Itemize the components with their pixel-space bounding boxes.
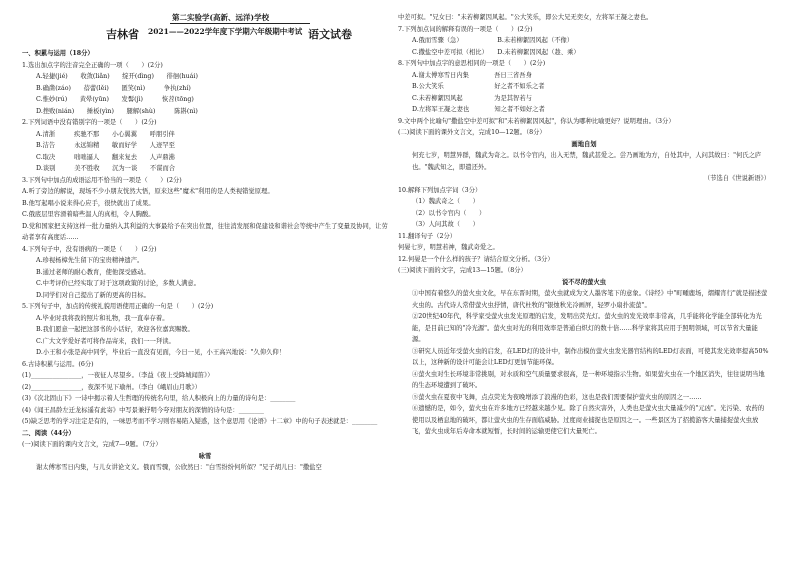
question-line: (1)________________，一夜征人尽望乡。（李益《夜上受降城闻笛》） — [22, 372, 214, 379]
question-line: B.我们愿意一起把这部书的小话好，欢迎各位嘉宾赐教。 — [36, 326, 194, 333]
question-line: ②20世纪40年代，科学家受萤火虫发光原理的启发，发明出荧光灯。萤火虫的发光效率非常高，几乎能将化学能全部转化为光能，是目前已知的"冷光源"。萤火虫对光的利用效率是普通白炽灯的数十倍……科学家将其应用于照明领域，可以节省大量能源。 — [412, 313, 762, 343]
question-line: D.左将军王凝之妻也 知之者不如好之者 — [412, 106, 545, 113]
header-underline — [170, 23, 310, 24]
question-line: （2）以书令官内（ ） — [412, 209, 486, 217]
question-line: ⑥遗憾的是，如今，萤火虫在许多地方已经越来越少见。除了自然灾害外，人类也是萤火虫大量减少的"元凶"。光污染、农药的使用以及栖息地的破坏，都让萤火虫的生存面临威胁。过度商业捕捉也是原因之一。一些景区为了招揽游客大量捕捉萤火虫放飞，萤火虫成年后寿命本就短暂，长时间的运输更使它们大量死亡。 — [412, 405, 765, 435]
question-line: D.挫败(nián) 捶板(yìn) 腿解(shù) 陈斟(nì) — [36, 107, 198, 115]
section-heading: 二、阅读（44分） — [22, 429, 75, 437]
school-name: 第二实验学(高新、远洋)学校 — [172, 13, 270, 22]
left-column — [22, 12, 388, 474]
question-line: 11.翻译句子（2分） — [398, 232, 457, 240]
question-line: ①中国有着悠久的萤火虫文化，早在东晋时期，萤火虫就成为文人墨客笔下的意象。《诗经》中"町畽鹿场，熠耀宵行"就是描述萤火虫的。古代诗人常借萤火虫抒情，唐代杜牧的"银烛秋光冷画屏，轻罗小扇扑流萤"。 — [412, 290, 768, 309]
passage-title: 说不尽的萤火虫 — [561, 278, 607, 286]
question-line: 8.下列句中加点字的意思相同的一项是（ ）(2分) — [398, 60, 546, 67]
question-line: 3.下列句中加点的成语运用不恰当的一项是（ ）(2分) — [22, 176, 182, 184]
question-line: B.通过老师的耐心教育，使他深受感动。 — [36, 268, 150, 276]
question-line: 6.古诗积累与运用。(6分) — [22, 360, 94, 368]
question-line: C.广大文学爱好者可将作品寄来，我们一一拜读。 — [36, 337, 175, 345]
question-line: 1.选出加点字的注音完全正确的一项（ ）(2分) — [22, 61, 163, 69]
term-title: 2021——2022学年度下学期六年级期中考试 — [148, 27, 303, 36]
question-line: B.他写起唱小说来得心应手，很快就出了成果。 — [22, 199, 155, 207]
question-line: (4)《闻王昌龄左迁龙标遥有此寄》中写景兼抒明今夸对朋友的深情的诗句是：________ — [22, 406, 264, 414]
question-line: （1）魏武奇之（ ） — [412, 198, 479, 205]
question-line: C.惟妙(rú) 黄晕(yūn) 发髻(jì) 恢苕(tōng) — [36, 96, 194, 103]
question-line: D.小王和小张是高中同学，毕业后一直没有见面，今日一见，小王高兴地说："久仰久仰！ — [36, 349, 286, 356]
question-line: 9.文中两个比喻句"撒盐空中差可拟"和"未若柳絮因风起"，你认为哪种比喻更好？说明理由。（3分） — [398, 117, 675, 125]
question-line: A.俄而雪骤（急） B.未若柳絮因风起（不像） — [412, 37, 574, 44]
question-line: (一)阅读下面的课内文言文，完成7—9题。（7分） — [22, 441, 162, 448]
question-line: 中差可拟。"兄女曰："未若柳絮因风起。"公大笑乐，即公大兄无奕女，左将军王凝之妻也。 — [398, 14, 653, 21]
question-line: A.听了旁边的解说，现场不少小朋友恍然大悟，原来这些"魔术"利用的是人类视错觉原理。 — [22, 188, 274, 195]
question-line: B.洁告 永远锦精 敏而好学 人迹罕至 — [36, 142, 175, 149]
question-line: （节选自《世说新语》） — [703, 175, 770, 182]
question-line: A.清浙 疾驰不那 小心翼翼 呼朋引伴 — [36, 130, 175, 138]
question-line: (二)阅读下面的课外文言文，完成10—12题。（8分） — [398, 129, 546, 136]
question-line: ④萤火虫对生长环境非常挑剔，对水质和空气质量要求很高，是一种环境指示生物。如果萤火虫在一个地区消失，往往说明当地的生态环境遭到了破坏。 — [412, 370, 765, 389]
question-line: 7.下列加点词的解释有误的一项是（ ）(2分) — [398, 25, 533, 33]
question-line: C.俄底层里容滑着暗些温人的真相，令人胸酸。 — [22, 211, 155, 218]
question-line: C.中考评价已经实取了对于这项政策的讨论，多数人满意。 — [36, 280, 201, 287]
question-line: 12.何晏是一个什么样的孩子？请结合原文分析。（3分） — [398, 255, 554, 263]
question-line: C.取决 咄咄逼人 翻来复去 人声鼎沸 — [36, 153, 175, 161]
left-question-list — [22, 48, 388, 474]
question-line: D.谈别 美不胜收 沉为一谈 不谋而合 — [36, 165, 176, 172]
province-label: 吉林省 — [106, 28, 139, 41]
question-line: 2.下列词语中没有错别字的一项是（ ）(2分) — [22, 119, 157, 126]
question-line: 10.解释下列加点字词（3分） — [398, 186, 482, 194]
passage-title: 画地自划 — [571, 140, 597, 148]
question-line: B.确凿(záo) 蓓蕾(lěi) 匿笑(nì) 争执(zhí) — [36, 84, 191, 92]
question-line: （3）人问其故（ ） — [412, 221, 479, 228]
question-line: B.公大笑乐 好之者不如乐之者 — [412, 83, 545, 90]
question-line: 何晏七岁，明慧若神，魏武奇爱之。 — [398, 244, 499, 251]
question-line: A.轻捷(jié) 收敛(liǎn) 绽开(dìng) 徘徊(huái) — [36, 73, 198, 80]
question-line: 谢太傅寒雪日内集，与儿女讲论文义。俄而雪骤，公欣然曰："白雪纷纷何所似？"兄子胡儿曰："撒盐空 — [36, 464, 322, 471]
question-line: 5.下列句子中，加点的传统礼貌用语使用正确的一句是（ ）(2分) — [22, 303, 214, 310]
subject-label: 语文试卷 — [308, 28, 352, 41]
question-line: (三)阅读下面的文字，完成13—15题。（8分） — [398, 267, 527, 274]
question-line: D.党和国家把支持这样一批力量纳入其利益的大事最给予在突出位置，往往消发展和促建设和谐社会等统中产生了变量及协同，让劳动者享有高度话…… — [22, 222, 388, 241]
question-line: A.谢太傅寒雪日内集 吾日三省吾身 — [412, 71, 532, 79]
right-question-list — [398, 12, 770, 438]
section-heading: 一、积累与运用（18分） — [22, 50, 94, 57]
question-line: A.毕业时我将我的照片和礼物，我一直奉存着。 — [36, 314, 169, 322]
question-line: (3)《次北固山下》一诗中揭示着人生哲理的传统名句里，给人积极向上的力量的诗句是：________ — [22, 395, 296, 402]
question-line: ⑤萤火虫在夏夜中飞舞，点点荧光为夜晚增添了浪漫的色彩，这也是我们需要保护萤火虫的原因之一…… — [412, 393, 702, 401]
question-line: 何充七岁，明慧异群，魏武为奇之。以书令官内，出入无禁，魏武甚爱之。尝乃画地为方，自处其中，人问其故曰："何氏之庐也。"魏武知之，即遣还外。 — [412, 152, 762, 171]
question-line: C.撒盐空中差可拟（相比） D.未若柳絮因风起（趁、乘） — [412, 48, 580, 56]
question-line: A.珍视杨樟先生留下的宝贵精神遗产。 — [36, 257, 144, 264]
question-line: C.未若柳絮因风起 为是其智若与 — [412, 94, 532, 102]
question-line: ③研究人员近年受萤火虫的启发，在LED灯的设计中，制作出模仿萤火虫发光器官结构的LED灯表面，可使其发光效率提高50%以上，这种新的设计可能会让LED灯更加节能环保。 — [412, 347, 769, 366]
question-line: (5)缺乏思考的学习注定是有的，一味思考而不学习则容易陷入疑惑，这个意思用《论语》十二章》中的句子表述就是：________ — [22, 418, 378, 425]
passage-title: 咏雪 — [198, 452, 212, 460]
right-column — [398, 12, 770, 438]
question-line: D.同学们对自己提出了新的更高的目标。 — [36, 291, 150, 299]
question-line: 4.下列句子中，没有语病的一项是（ ）(2分) — [22, 245, 157, 253]
exam-header — [22, 12, 388, 44]
question-line: (2)________________，夜深不见下瑜州。（李白《峨眉山月歌》） — [22, 383, 201, 391]
